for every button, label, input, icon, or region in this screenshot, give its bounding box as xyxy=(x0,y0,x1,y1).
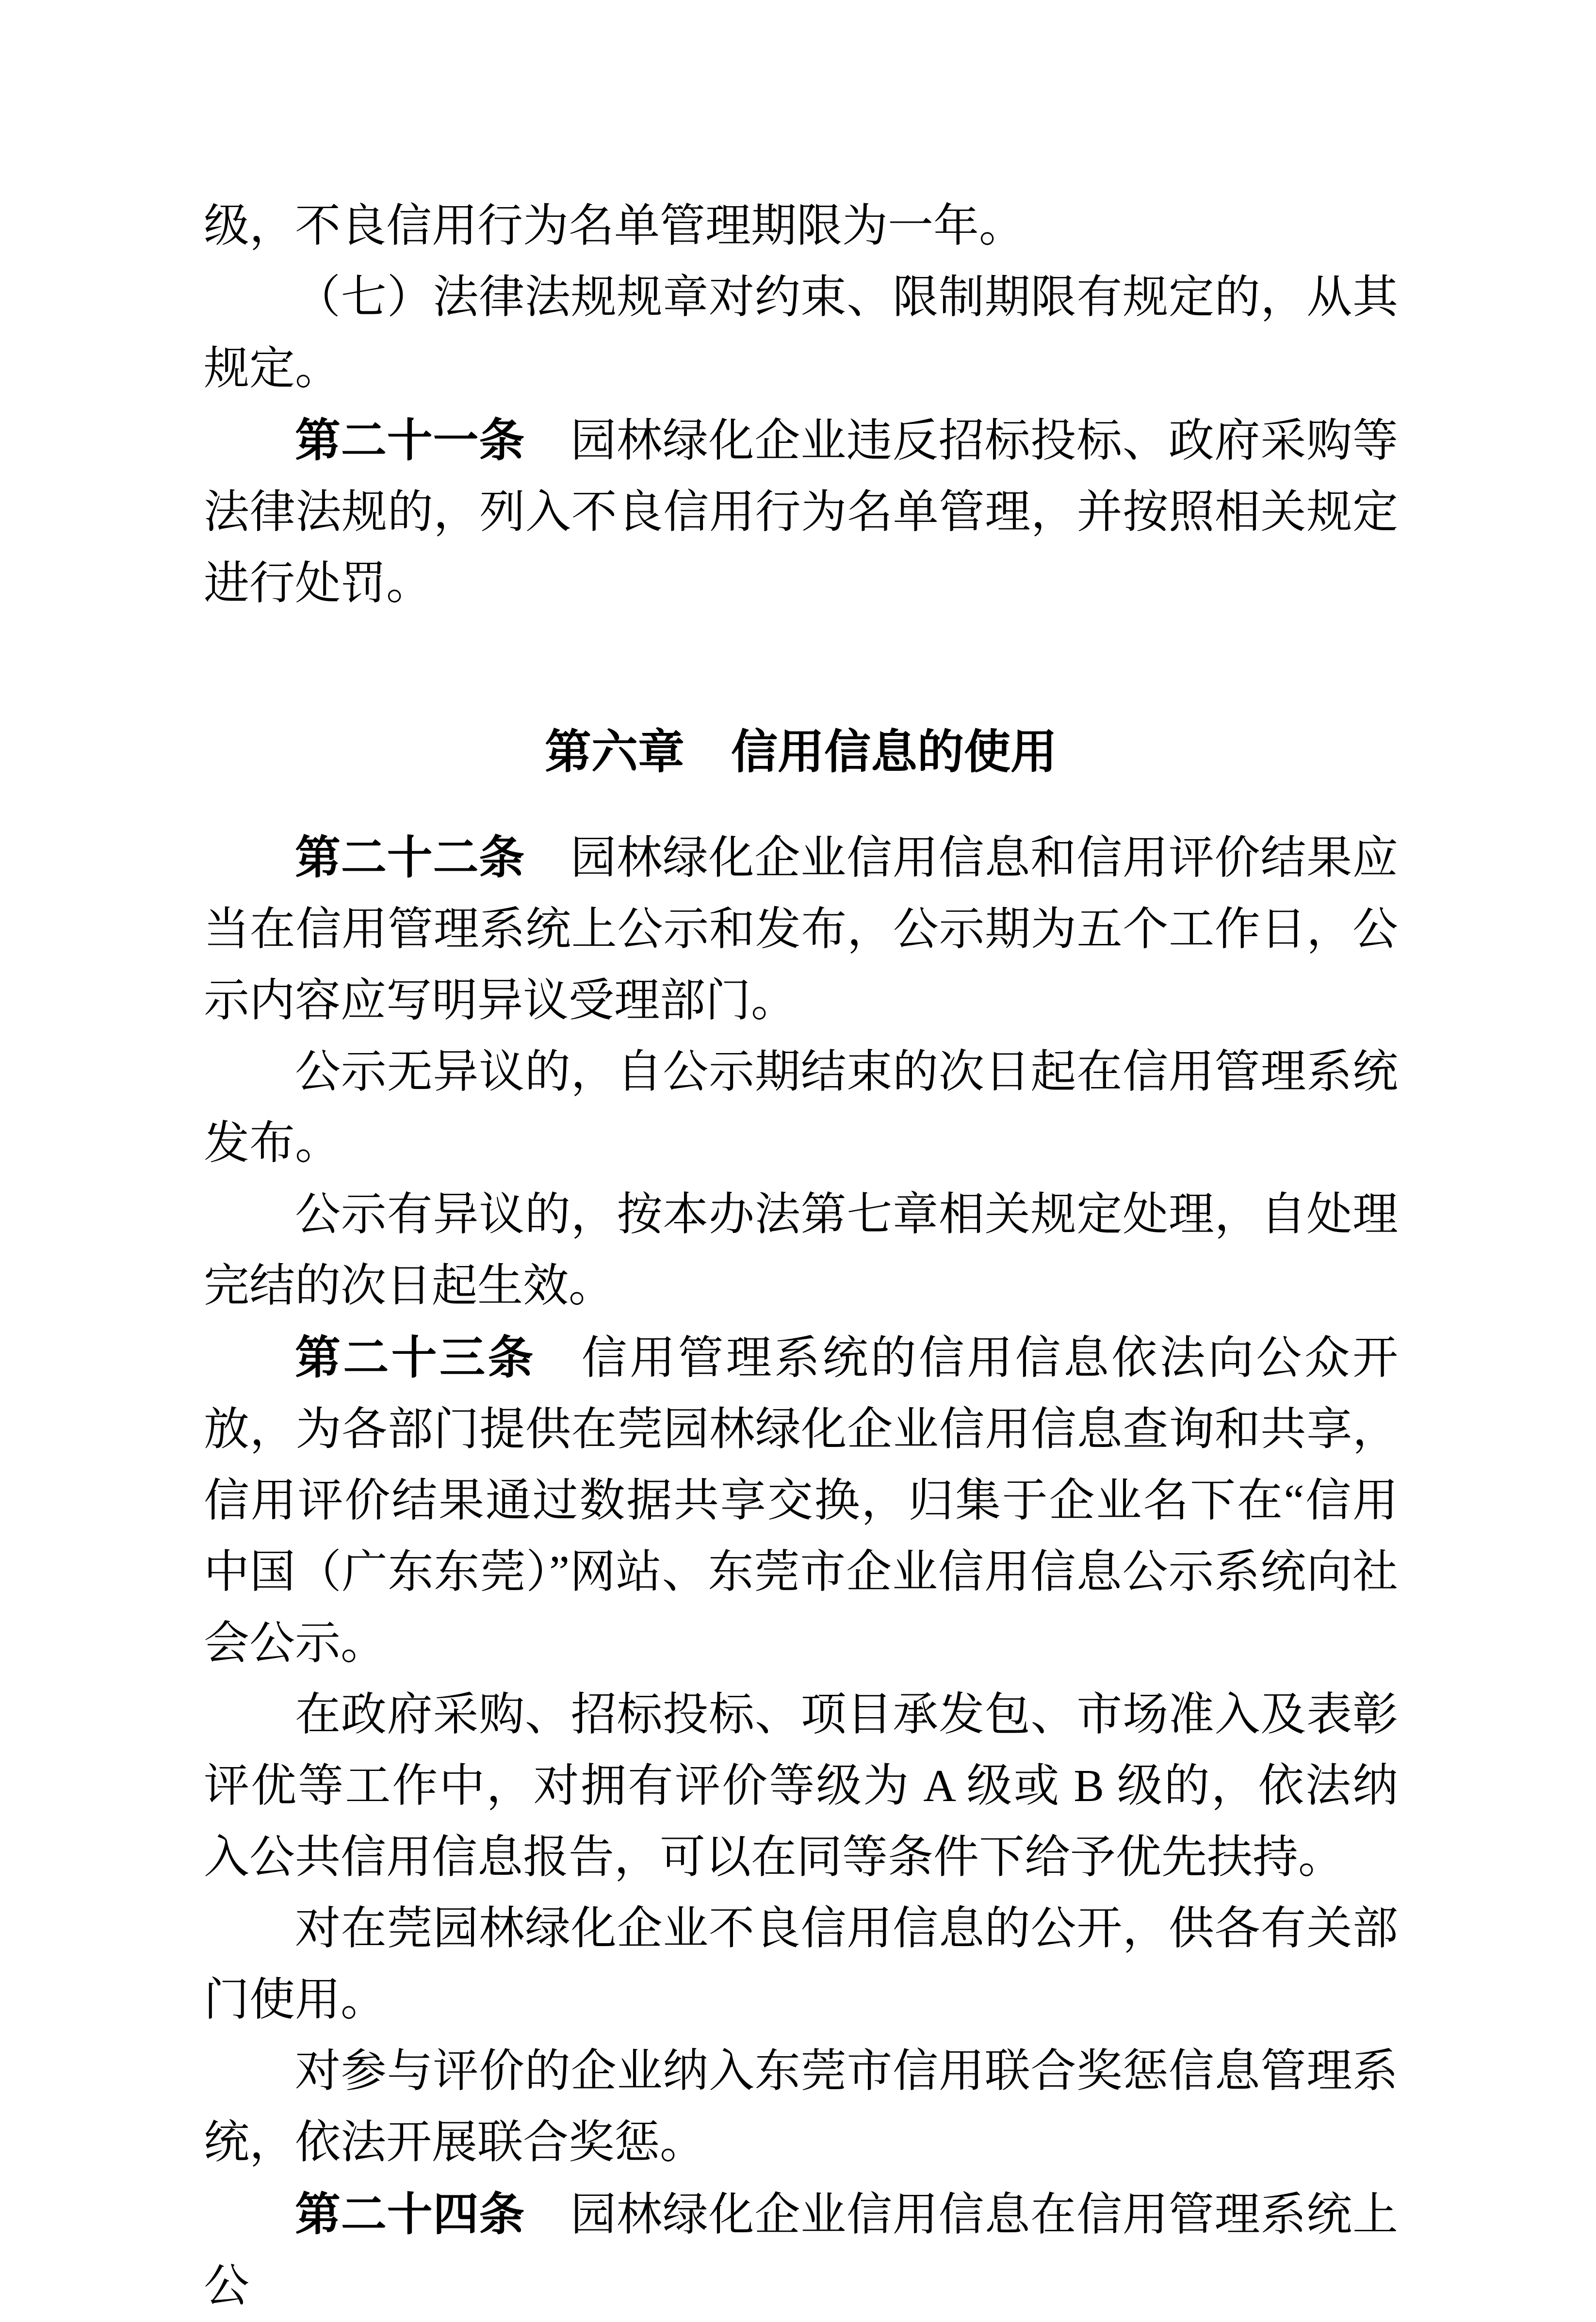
article-number: 第二十四条 xyxy=(295,2189,525,2240)
paragraph: 公示无异议的，自公示期结束的次日起在信用管理系统发布。 xyxy=(204,1047,1398,1169)
article-number: 第二十一条 xyxy=(295,415,525,466)
paragraph: （七）法律法规规章对约束、限制期限有规定的，从其规定。 xyxy=(204,272,1398,394)
text-block xyxy=(204,191,1398,2322)
article-number: 第二十三条 xyxy=(295,1332,536,1383)
article-number: 第二十二条 xyxy=(295,832,525,883)
paragraph xyxy=(204,822,1398,1037)
chapter-heading: 第六章 信用信息的使用 xyxy=(545,726,1057,778)
paragraph-text: 园林绿化企业信用信息在信用管理系统上公 xyxy=(204,2190,1398,2311)
paragraph xyxy=(204,2178,1398,2322)
paragraph-text: 信用管理系统的信用信息依法向公众开放，为各部门提供在莞园林绿化企业信用信息查询和共享，信用评价结果通过数据共享交换，归集于企业名下在“信用中国（广东东莞）”网站、东莞市企业信用信息公示系统向社会公示。 xyxy=(204,1333,1398,1669)
paragraph: 在政府采购、招标投标、项目承发包、市场准入及表彰评优等工作中，对拥有评价等级为 A 级或 B 级的，依法纳入公共信用信息报告，可以在同等条件下给予优先扶持。 xyxy=(204,1689,1398,1883)
paragraph xyxy=(204,1322,1398,1679)
paragraph xyxy=(204,405,1398,619)
paragraph-text: 园林绿化企业违反招标投标、政府采购等法律法规的，列入不良信用行为名单管理，并按照相关规定进行处罚。 xyxy=(204,416,1398,609)
paragraph: 级，不良信用行为名单管理期限为一年。 xyxy=(204,201,1025,251)
paragraph-text: 园林绿化企业信用信息和信用评价结果应当在信用管理系统上公示和发布，公示期为五个工作日，公示内容应写明异议受理部门。 xyxy=(204,833,1398,1026)
paragraph: 公示有异议的，按本办法第七章相关规定处理，自处理完结的次日起生效。 xyxy=(204,1189,1398,1311)
paragraph: 对参与评价的企业纳入东莞市信用联合奖惩信息管理系统，依法开展联合奖惩。 xyxy=(204,2046,1398,2168)
paragraph: 对在莞园林绿化企业不良信用信息的公开，供各有关部门使用。 xyxy=(204,1903,1398,2025)
